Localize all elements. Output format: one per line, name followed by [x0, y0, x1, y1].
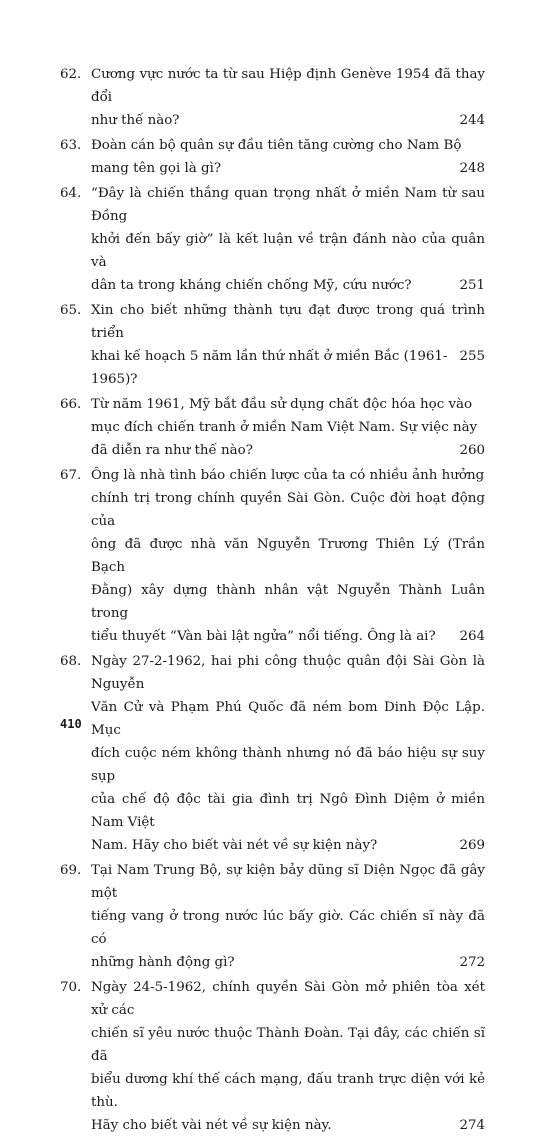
entry-line: những hành động gì? — [91, 955, 235, 970]
entry-text — [91, 859, 485, 974]
page-number: 410 — [60, 717, 82, 731]
entry-page-number: 244 — [459, 113, 485, 128]
entry-text — [91, 299, 485, 391]
entry-page-number: 272 — [459, 955, 485, 970]
entry-line: Đằng) xây dựng thành nhân vật Nguyễn Thành Luân trong — [91, 583, 485, 621]
entry-last-line — [91, 834, 485, 857]
entry-last-line — [91, 157, 485, 180]
entry-last-line — [91, 345, 485, 391]
entry-line: khai kế hoạch 5 năm lần thứ nhất ở miền Bắc (1961-1965)? — [91, 349, 448, 387]
entry-number: 70. — [60, 980, 82, 995]
toc-entry — [60, 134, 485, 180]
entry-number: 62. — [60, 67, 82, 82]
entry-last-line — [91, 625, 485, 648]
entry-page-number: 251 — [459, 278, 485, 293]
toc-entry — [60, 976, 485, 1137]
toc-entry — [60, 393, 485, 462]
toc-entry — [60, 859, 485, 974]
entry-line: chính trị trong chính quyền Sài Gòn. Cuộc đời hoạt động của — [91, 491, 485, 529]
entry-number: 68. — [60, 654, 82, 669]
toc-entry — [60, 464, 485, 648]
entry-text — [91, 976, 485, 1137]
entry-line: Xin cho biết những thành tựu đạt được trong quá trình triển — [91, 303, 485, 341]
entry-text — [91, 134, 485, 180]
entry-line: Ngày 24-5-1962, chính quyền Sài Gòn mở phiên tòa xét xử các — [91, 980, 485, 1018]
entry-line: đích cuộc ném không thành nhưng nó đã báo hiệu sự suy sụp — [91, 746, 485, 784]
entry-line: Ngày 27-2-1962, hai phi công thuộc quân đội Sài Gòn là Nguyễn — [91, 654, 485, 692]
entry-text — [91, 182, 485, 297]
entry-text — [91, 464, 485, 648]
entry-page-number: 269 — [459, 838, 485, 853]
entry-line: Cương vực nước ta từ sau Hiệp định Genève 1954 đã thay đổi — [91, 67, 485, 105]
entry-line: như thế nào? — [91, 113, 180, 128]
entry-line: tiểu thuyết “Vàn bài lật ngửa” nổi tiếng. Ông là ai? — [91, 629, 436, 644]
entry-line: chiến sĩ yêu nước thuộc Thành Đoàn. Tại đây, các chiến sĩ đã — [91, 1026, 485, 1064]
toc-entry — [60, 650, 485, 857]
entry-page-number: 264 — [459, 629, 485, 644]
entry-line: Đoàn cán bộ quân sự đầu tiên tăng cường cho Nam Bộ — [91, 138, 462, 153]
entry-line: Nam. Hãy cho biết vài nét về sự kiện này? — [91, 838, 378, 853]
entry-text — [91, 63, 485, 132]
entry-line: mục đích chiến tranh ở miền Nam Việt Nam. Sự việc này — [91, 420, 478, 435]
entry-line: mang tên gọi là gì? — [91, 161, 222, 176]
entry-page-number: 274 — [459, 1118, 485, 1133]
entry-line: của chế độ độc tài gia đình trị Ngô Đình Diệm ở miền Nam Việt — [91, 792, 485, 830]
toc-entry — [60, 299, 485, 391]
table-of-contents — [60, 63, 485, 1139]
entry-page-number: 260 — [459, 443, 485, 458]
entry-text — [91, 393, 485, 462]
entry-line: biểu dương khí thế cách mạng, đấu tranh trực diện với kẻ thù. — [91, 1072, 485, 1110]
entry-line: khởi đến bấy giờ” là kết luận về trận đánh nào của quân và — [91, 232, 485, 270]
entry-number: 65. — [60, 303, 82, 318]
entry-last-line — [91, 109, 485, 132]
entry-line: tiếng vang ở trong nước lúc bấy giờ. Các chiến sĩ này đã có — [91, 909, 485, 947]
entry-line: Ông là nhà tình báo chiến lược của ta có nhiều ảnh hưởng — [91, 468, 485, 483]
toc-entry — [60, 182, 485, 297]
entry-number: 64. — [60, 186, 82, 201]
entry-last-line — [91, 274, 485, 297]
entry-number: 63. — [60, 138, 82, 153]
entry-page-number: 255 — [459, 349, 485, 364]
entry-number: 66. — [60, 397, 82, 412]
entry-line: đã diễn ra như thế nào? — [91, 443, 253, 458]
toc-entry — [60, 63, 485, 132]
entry-line: “Đây là chiến thắng quan trọng nhất ở miền Nam từ sau Đồng — [91, 186, 485, 224]
entry-line: Hãy cho biết vài nét về sự kiện này. — [91, 1118, 332, 1133]
entry-text — [91, 650, 485, 857]
entry-last-line — [91, 1114, 485, 1137]
entry-number: 69. — [60, 863, 82, 878]
entry-line: Tại Nam Trung Bộ, sự kiện bảy dũng sĩ Diện Ngọc đã gây một — [91, 863, 485, 901]
entry-last-line — [91, 439, 485, 462]
entry-line: dân ta trong kháng chiến chống Mỹ, cứu nước? — [91, 278, 412, 293]
entry-last-line — [91, 951, 485, 974]
entry-page-number: 248 — [459, 161, 485, 176]
entry-number: 67. — [60, 468, 82, 483]
entry-line: ông đã được nhà văn Nguyễn Trương Thiên Lý (Trần Bạch — [91, 537, 485, 575]
entry-line: Văn Cử và Phạm Phú Quốc đã ném bom Dinh Độc Lập. Mục — [91, 700, 485, 738]
entry-line: Từ năm 1961, Mỹ bắt đầu sử dụng chất độc hóa học vào — [91, 397, 473, 412]
